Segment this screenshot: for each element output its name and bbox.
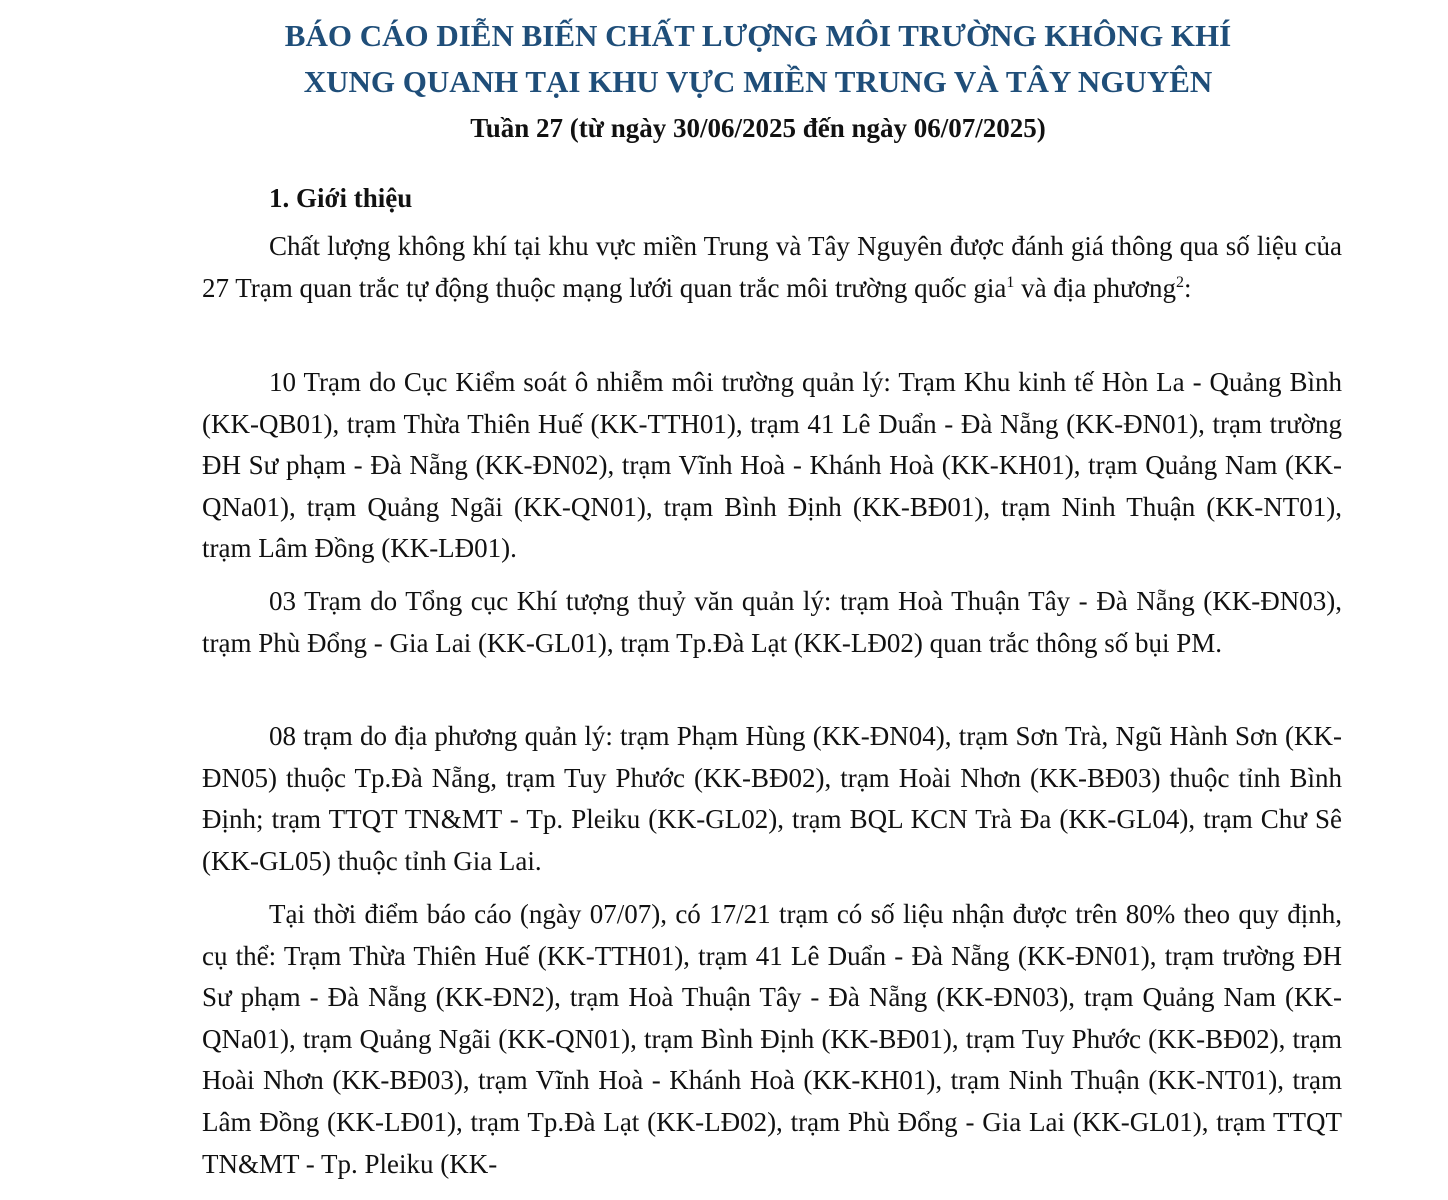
- report-subtitle-week: Tuần 27 (từ ngày 30/06/2025 đến ngày 06/07/2025): [470, 113, 1046, 143]
- paragraph-khi-tuong-stations: 03 Trạm do Tổng cục Khí tượng thuỷ văn quản lý: trạm Hoà Thuận Tây - Đà Nẵng (KK-ĐN03), trạm Phù Đổng - Gia Lai (KK-GL01), trạm Tp.Đà Lạt (KK-LĐ02) quan trắc thông số bụi PM.: [202, 586, 1342, 658]
- paragraph-reporting-time: Tại thời điểm báo cáo (ngày 07/07), có 17/21 trạm có số liệu nhận được trên 80% theo quy định, cụ thể: Trạm Thừa Thiên Huế (KK-TTH01), trạm 41 Lê Duẩn - Đà Nẵng (KK-ĐN01), trạm trường ĐH Sư phạm - Đà Nẵng (KK-ĐN2), trạm Hoà Thuận Tây - Đà Nẵng (KK-ĐN03), trạm Quảng Nam (KK-QNa01), trạm Quảng Ngãi (KK-QN01), trạm Bình Định (KK-BĐ01), trạm Tuy Phước (KK-BĐ02), trạm Hoài Nhơn (KK-BĐ03), trạm Vĩnh Hoà - Khánh Hoà (KK-KH01), trạm Ninh Thuận (KK-NT01), trạm Lâm Đồng (KK-LĐ01), trạm Tp.Đà Lạt (KK-LĐ02), trạm Phù Đổng - Gia Lai (KK-GL01), trạm TTQT TN&MT - Tp. Pleiku (KK-: [202, 899, 1342, 1179]
- paragraph-dia-phuong-stations: 08 trạm do địa phương quản lý: trạm Phạm Hùng (KK-ĐN04), trạm Sơn Trà, Ngũ Hành Sơn (KK-ĐN05) thuộc Tp.Đà Nẵng, trạm Tuy Phước (KK-BĐ02), trạm Hoài Nhơn (KK-BĐ03) thuộc tỉnh Bình Định; trạm TTQT TN&MT - Tp. Pleiku (KK-GL02), trạm BQL KCN Trà Đa (KK-GL04), trạm Chư Sê (KK-GL05) thuộc tỉnh Gia Lai.: [202, 721, 1342, 876]
- paragraph-cuc-kiem-soat-stations: 10 Trạm do Cục Kiểm soát ô nhiễm môi trường quản lý: Trạm Khu kinh tế Hòn La - Quảng Bình (KK-QB01), trạm Thừa Thiên Huế (KK-TTH01), trạm 41 Lê Duẩn - Đà Nẵng (KK-ĐN01), trạm trường ĐH Sư phạm - Đà Nẵng (KK-ĐN02), trạm Vĩnh Hoà - Khánh Hoà (KK-KH01), trạm Quảng Nam (KK-QNa01), trạm Quảng Ngãi (KK-QN01), trạm Bình Định (KK-BĐ01), trạm Ninh Thuận (KK-NT01), trạm Lâm Đồng (KK-LĐ01).: [202, 367, 1342, 564]
- report-title-line-1: BÁO CÁO DIỄN BIẾN CHẤT LƯỢNG MÔI TRƯỜNG KHÔNG KHÍ: [284, 18, 1232, 53]
- footnote-marker-2: 2: [1175, 273, 1184, 291]
- intro-text-part-1: Chất lượng không khí tại khu vực miền Trung và Tây Nguyên được đánh giá thông qua số liệu của 27 Trạm quan trắc tự động thuộc mạng lưới quan trắc môi trường quốc gia: [202, 231, 1342, 303]
- section-heading-introduction: 1. Giới thiệu: [269, 183, 413, 213]
- intro-text-part-3: :: [1183, 272, 1192, 303]
- paragraph-intro: [202, 226, 1342, 309]
- intro-text-part-2: và địa phương: [1014, 272, 1176, 303]
- footnote-marker-1: 1: [1006, 273, 1015, 291]
- report-title-line-2: XUNG QUANH TẠI KHU VỰC MIỀN TRUNG VÀ TÂY NGUYÊN: [303, 64, 1213, 99]
